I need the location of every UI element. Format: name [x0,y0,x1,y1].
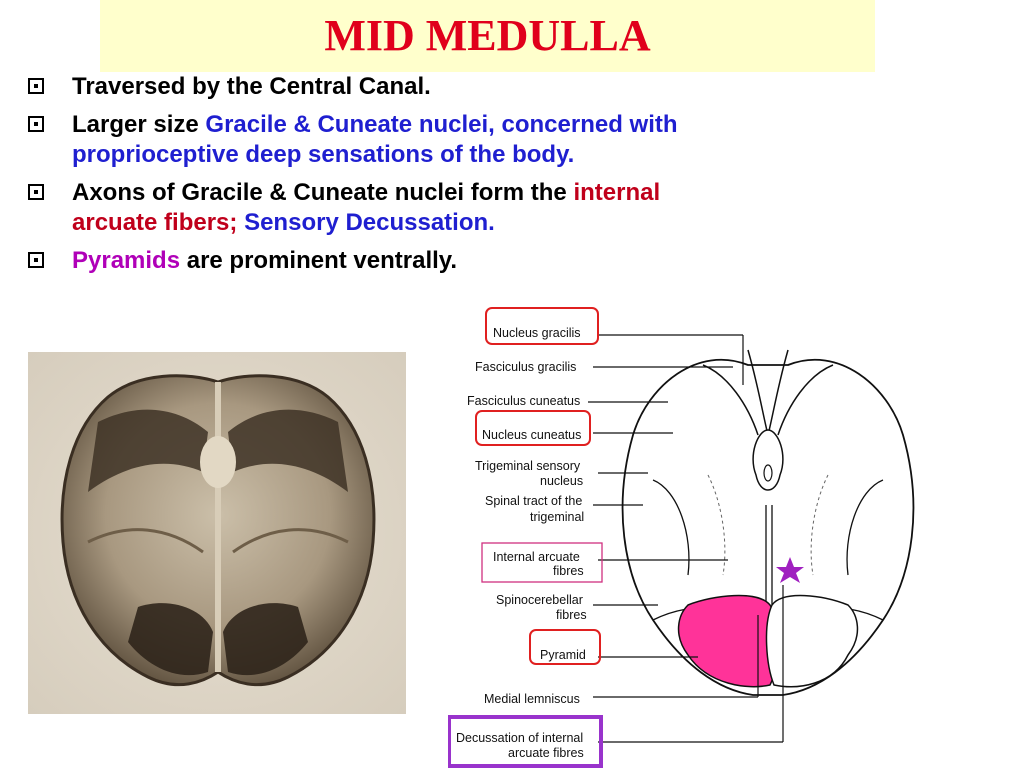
label-fasciculus-gracilis: Fasciculus gracilis [475,360,577,374]
bullet-item [28,110,708,170]
bullet-list [28,72,708,284]
bullet-item [28,178,708,238]
slide-title: MID MEDULLA [324,11,651,60]
label-fasciculus-cuneatus: Fasciculus cuneatus [467,394,581,408]
label-spinocerebellar-2: fibres [556,608,587,622]
label-nucleus-gracilis: Nucleus gracilis [493,326,581,340]
label-internal-arcuate-2: fibres [553,564,584,578]
bullet-box-icon [28,252,44,268]
bullet-box-icon [28,116,44,132]
pyramid-shape [679,596,779,687]
bullet-text-highlight: Sensory Decussation. [237,209,495,236]
bullet-text: Traversed by the Central Canal. [72,73,431,100]
label-internal-arcuate: Internal arcuate [493,550,580,564]
bullet-text: Axons of Gracile & Cuneate nuclei form the [72,179,574,206]
label-pyramid: Pyramid [540,648,586,662]
label-spinal-tract-2: trigeminal [530,510,585,524]
label-spinocerebellar: Spinocerebellar [496,593,583,607]
label-nucleus-cuneatus: Nucleus cuneatus [482,428,582,442]
bullet-text-highlight: Gracile & Cuneate nuclei, concerned with proprioceptive deep sensations of the body. [72,111,678,168]
bullet-text-highlight: Pyramids [72,247,181,274]
label-spinal-tract: Spinal tract of the [485,494,583,508]
medulla-section-photo [28,352,406,714]
bullet-item [28,246,708,276]
bullet-text: . [450,247,458,274]
title-banner [100,0,875,72]
label-trigeminal-sensory-2: nucleus [540,474,584,488]
label-medial-lemniscus: Medial lemniscus [484,692,580,706]
bullet-item [28,72,708,102]
label-trigeminal-sensory: Trigeminal sensory [475,459,581,473]
label-decussation: Decussation of internal [456,731,584,745]
bullet-text: Larger size [72,111,206,138]
bullet-box-icon [28,78,44,94]
label-decussation-2: arcuate fibres [508,746,584,760]
bullet-text-highlight: internal arcuate fibers; [72,179,661,236]
bullet-box-icon [28,184,44,200]
bullet-text: are prominent ventrally [180,247,451,274]
medulla-diagram [448,305,1024,768]
